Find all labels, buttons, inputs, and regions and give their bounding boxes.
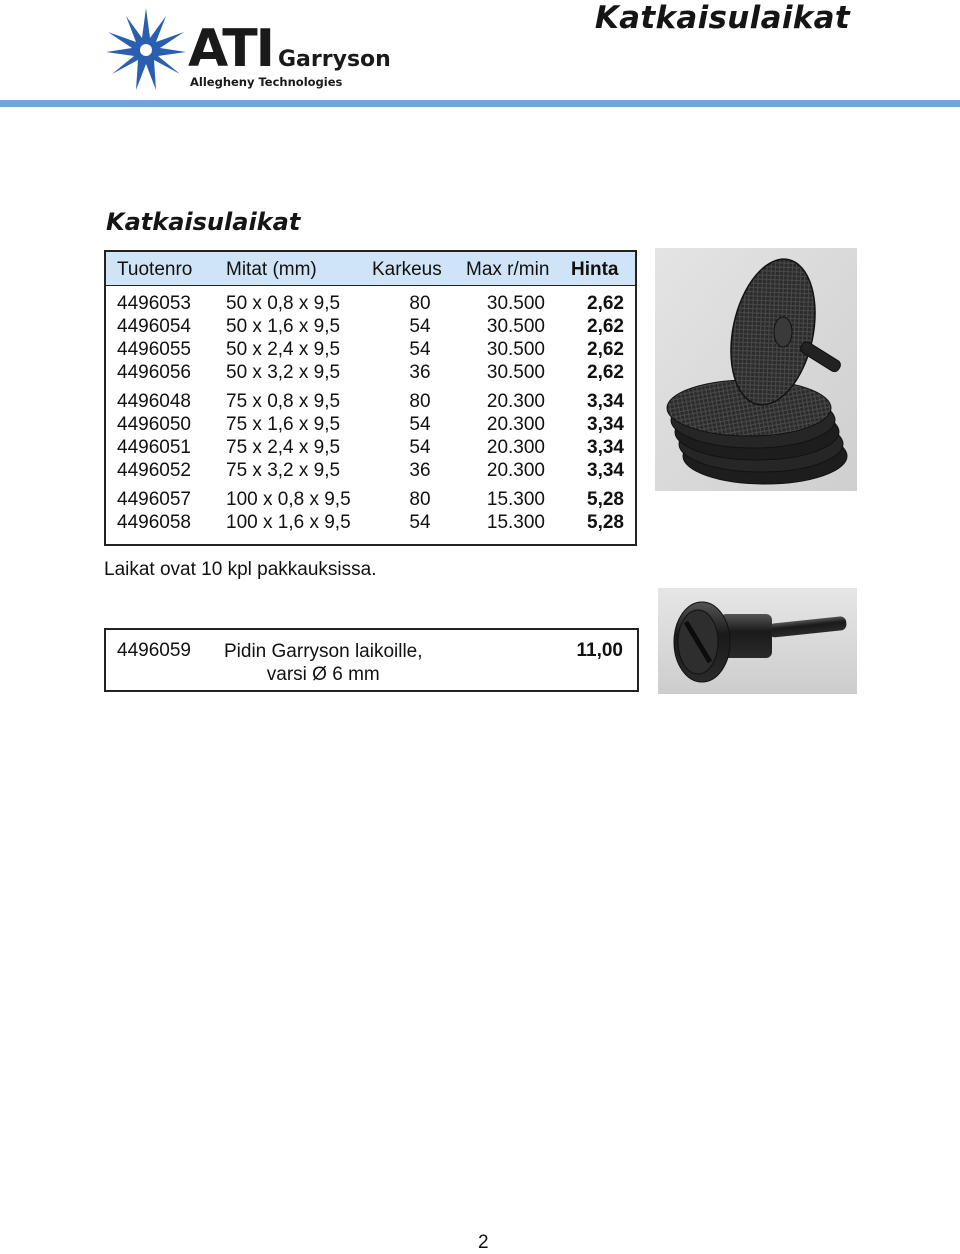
cell-size: 50 x 1,6 x 9,5: [226, 316, 341, 337]
table-row: [106, 338, 635, 361]
cell-grit: 54: [409, 339, 431, 360]
holder-description-line-1: Pidin Garryson laikoille,: [224, 641, 423, 662]
cell-price: 2,62: [587, 316, 624, 337]
logo-brand-text: ATI: [188, 19, 274, 79]
price-table: [104, 250, 637, 546]
cell-code: 4496057: [117, 489, 191, 510]
cell-grit: 54: [409, 414, 431, 435]
cell-size: 100 x 1,6 x 9,5: [226, 512, 351, 533]
cell-grit: 36: [409, 362, 431, 383]
cell-price: 3,34: [587, 437, 624, 458]
cell-price: 3,34: [587, 460, 624, 481]
cell-code: 4496056: [117, 362, 191, 383]
cell-rpm: 20.300: [486, 460, 545, 481]
cell-rpm: 30.500: [486, 362, 545, 383]
table-row: [106, 390, 635, 413]
column-header-code: Tuotenro: [117, 259, 193, 280]
column-header-price: Hinta: [571, 259, 619, 280]
cell-size: 50 x 2,4 x 9,5: [226, 339, 341, 360]
table-header-row: [106, 252, 635, 286]
cell-code: 4496058: [117, 512, 191, 533]
cell-price: 2,62: [587, 339, 624, 360]
cell-rpm: 20.300: [486, 391, 545, 412]
cell-size: 75 x 1,6 x 9,5: [226, 414, 341, 435]
holder-description-line-2: varsi Ø 6 mm: [266, 664, 380, 685]
cell-code: 4496048: [117, 391, 191, 412]
holder-code: 4496059: [117, 640, 191, 661]
cell-size: 100 x 0,8 x 9,5: [226, 489, 351, 510]
cell-grit: 36: [409, 460, 431, 481]
table-row: [106, 315, 635, 338]
cell-rpm: 20.300: [486, 414, 545, 435]
cell-grit: 54: [409, 316, 431, 337]
cell-code: 4496054: [117, 316, 191, 337]
cell-grit: 80: [409, 489, 431, 510]
cell-code: 4496050: [117, 414, 191, 435]
logo-company-text: Garryson: [278, 47, 391, 72]
cell-size: 50 x 3,2 x 9,5: [226, 362, 341, 383]
cell-rpm: 30.500: [486, 339, 545, 360]
holder-product-box: [104, 628, 639, 692]
cell-code: 4496053: [117, 293, 191, 314]
cell-rpm: 30.500: [486, 293, 545, 314]
mandrel-holder-photo: [658, 588, 857, 694]
packaging-note: Laikat ovat 10 kpl pakkauksissa.: [104, 559, 377, 580]
cell-size: 75 x 3,2 x 9,5: [226, 460, 341, 481]
logo-tagline-text: Allegheny Technologies: [190, 75, 343, 89]
section-title: Katkaisulaikat: [106, 208, 301, 236]
cell-grit: 80: [409, 293, 431, 314]
cell-size: 75 x 2,4 x 9,5: [226, 437, 341, 458]
table-row: [106, 413, 635, 436]
ati-garryson-logo: [106, 6, 396, 92]
page-number: 2: [478, 1232, 489, 1253]
cutoff-discs-photo: [655, 248, 857, 491]
cell-price: 3,34: [587, 414, 624, 435]
holder-description: [224, 640, 423, 686]
table-row: [106, 459, 635, 482]
table-row: [106, 511, 635, 534]
cell-rpm: 20.300: [486, 437, 545, 458]
table-row: [106, 361, 635, 384]
table-row: [106, 292, 635, 315]
column-header-size: Mitat (mm): [226, 259, 317, 280]
page-header-title: Katkaisulaikat: [594, 0, 850, 36]
table-row: [106, 488, 635, 511]
cell-price: 5,28: [587, 489, 624, 510]
column-header-rpm: Max r/min: [466, 259, 550, 280]
cell-price: 3,34: [587, 391, 624, 412]
cell-price: 2,62: [587, 293, 624, 314]
cell-price: 2,62: [587, 362, 624, 383]
cell-code: 4496052: [117, 460, 191, 481]
cell-grit: 54: [409, 437, 431, 458]
cell-grit: 80: [409, 391, 431, 412]
cell-rpm: 15.300: [486, 489, 545, 510]
cell-size: 75 x 0,8 x 9,5: [226, 391, 341, 412]
cell-rpm: 30.500: [486, 316, 545, 337]
cell-code: 4496055: [117, 339, 191, 360]
cell-price: 5,28: [587, 512, 624, 533]
column-header-grit: Karkeus: [372, 259, 442, 280]
cell-size: 50 x 0,8 x 9,5: [226, 293, 341, 314]
cell-grit: 54: [409, 512, 431, 533]
cell-code: 4496051: [117, 437, 191, 458]
cell-rpm: 15.300: [486, 512, 545, 533]
header-rule: [0, 100, 960, 107]
holder-price: 11,00: [576, 640, 623, 661]
table-row: [106, 436, 635, 459]
